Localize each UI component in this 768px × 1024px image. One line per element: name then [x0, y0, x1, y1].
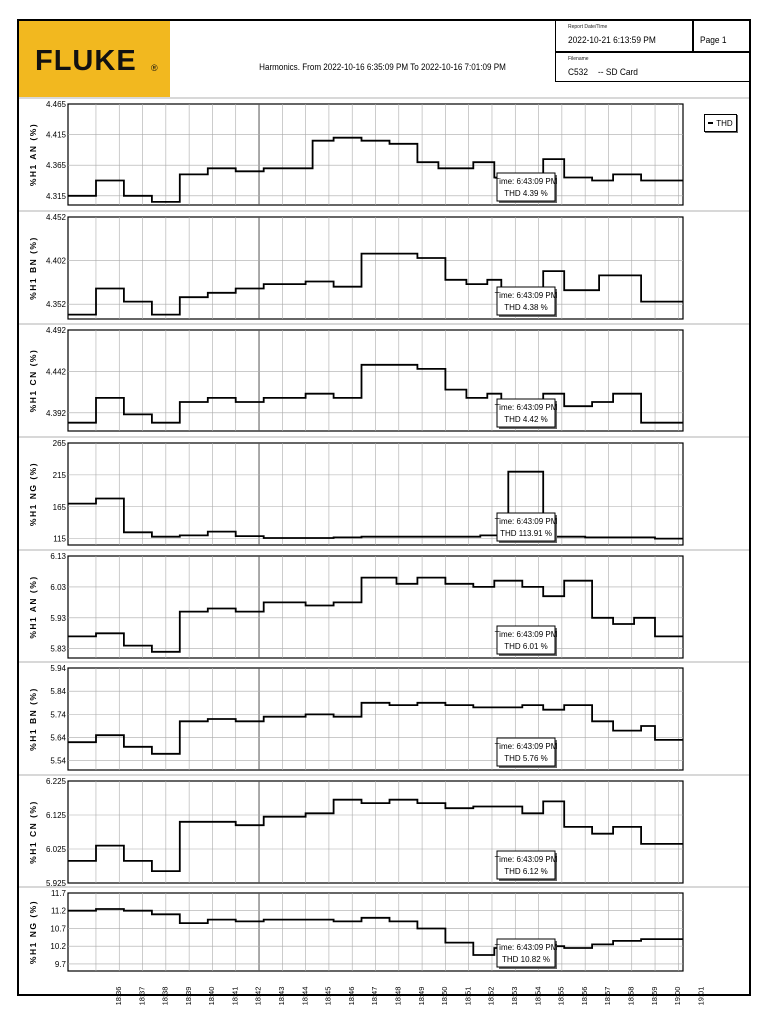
x-tick-label: 18:47: [370, 986, 380, 1006]
y-tick-label: 5.54: [50, 756, 66, 766]
x-tick-label: 18:56: [579, 986, 589, 1006]
y-tick-label: 9.7: [54, 959, 66, 969]
y-axis-label: %H1 AN (%): [28, 575, 38, 639]
y-tick-label: 5.925: [45, 879, 66, 888]
y-tick-label: 5.64: [50, 733, 66, 743]
y-tick-label: 165: [52, 502, 66, 512]
cursor-value: THD 113.91 %: [500, 529, 552, 538]
logo-text: FLUKE: [35, 45, 137, 77]
x-tick-label: 18:39: [183, 986, 193, 1006]
x-tick-label: 18:59: [649, 986, 659, 1006]
registered-mark: ®: [151, 63, 158, 73]
y-tick-label: 6.13: [50, 552, 66, 561]
y-axis-label: %H1 NG (%): [28, 899, 38, 965]
cursor-time: Time: 6:43:09 PM: [494, 517, 558, 526]
cursor-value: THD 6.12 %: [504, 867, 548, 876]
y-tick-label: 6.025: [45, 845, 66, 854]
filename-label: Filename: [568, 56, 589, 62]
y-tick-label: 4.452: [45, 213, 66, 222]
y-tick-label: 4.352: [45, 300, 66, 310]
x-tick-label: 18:50: [440, 986, 450, 1006]
y-tick-label: 5.94: [50, 664, 66, 673]
y-tick-label: 4.392: [45, 408, 66, 418]
cursor-time: Time: 6:43:09 PM: [494, 855, 558, 864]
x-tick-label: 18:55: [556, 986, 566, 1006]
x-tick-label: 18:51: [463, 986, 473, 1006]
x-tick-label: 18:42: [253, 986, 263, 1006]
y-axis-label: %H1 BN (%): [28, 687, 38, 751]
report-title: Harmonics. From 2022-10-16 6:35:09 PM To 2022-10-16 7:01:09 PM: [259, 62, 506, 73]
y-tick-label: 10.2: [50, 942, 66, 952]
y-axis-label: %H1 AN (%): [28, 122, 38, 187]
y-axis-label: %H1 CN (%): [28, 348, 38, 413]
y-tick-label: 4.465: [45, 100, 66, 109]
cursor-value: THD 10.82 %: [501, 955, 551, 964]
y-tick-label: 11.7: [51, 889, 66, 898]
x-tick-label: 18:46: [346, 986, 356, 1006]
legend-label: THD: [716, 118, 733, 128]
y-tick-label: 4.415: [45, 130, 66, 140]
source: -- SD Card: [598, 67, 638, 78]
report-datetime: 2022-10-21 6:13:59 PM: [568, 35, 656, 46]
y-tick-label: 215: [52, 470, 66, 480]
x-tick-label: 19:00: [673, 986, 683, 1006]
x-tick-label: 18:54: [533, 986, 543, 1006]
cursor-time: Time: 6:43:09 PM: [494, 177, 558, 186]
x-tick-label: 18:37: [137, 986, 147, 1006]
cursor-time: Time: 6:43:09 PM: [494, 742, 558, 751]
x-tick-label: 18:49: [416, 986, 426, 1006]
x-tick-label: 18:38: [160, 986, 170, 1006]
cursor-value: THD 6.01 %: [504, 642, 548, 651]
y-tick-label: 11.2: [51, 906, 66, 916]
cursor-value: THD 4.39 %: [504, 189, 548, 198]
cursor-time: Time: 6:43:09 PM: [494, 630, 558, 639]
page-number: Page 1: [700, 35, 727, 46]
cursor-value: THD 5.76 %: [504, 754, 548, 763]
x-tick-label: 18:36: [113, 986, 123, 1006]
y-tick-label: 4.402: [45, 256, 66, 266]
x-tick-label: 19:01: [696, 986, 706, 1006]
x-tick-label: 18:57: [603, 986, 613, 1006]
x-tick-label: 18:53: [509, 986, 519, 1006]
y-axis-label: %H1 BN (%): [28, 236, 38, 300]
y-tick-label: 4.315: [45, 191, 66, 201]
y-tick-label: 6.03: [50, 582, 66, 592]
y-tick-label: 4.365: [45, 161, 66, 171]
x-tick-label: 18:43: [277, 986, 287, 1006]
cursor-value: THD 4.38 %: [504, 303, 548, 312]
x-tick-label: 18:44: [300, 986, 310, 1006]
y-tick-label: 115: [53, 534, 66, 544]
filename: C532: [568, 67, 588, 78]
x-tick-label: 18:58: [626, 986, 636, 1006]
report-datetime-label: Report Date/Time: [568, 24, 608, 30]
y-axis-label: %H1 CN (%): [28, 800, 38, 864]
x-tick-label: 18:52: [486, 986, 496, 1006]
y-tick-label: 265: [52, 439, 66, 448]
y-tick-label: 4.442: [45, 367, 66, 377]
y-axis-label: %H1 NG (%): [28, 461, 38, 527]
x-tick-label: 18:48: [393, 986, 403, 1006]
y-tick-label: 5.93: [50, 613, 66, 623]
y-tick-label: 10.7: [50, 924, 66, 934]
y-tick-label: 6.125: [45, 811, 66, 820]
cursor-time: Time: 6:43:09 PM: [494, 403, 558, 412]
y-tick-label: 5.83: [50, 644, 66, 654]
x-tick-label: 18:41: [230, 986, 240, 1006]
x-tick-label: 18:40: [207, 986, 217, 1006]
y-tick-label: 6.225: [45, 777, 66, 786]
y-tick-label: 5.74: [50, 710, 66, 720]
y-tick-label: 5.84: [50, 687, 66, 697]
y-tick-label: 4.492: [45, 326, 66, 335]
x-tick-label: 18:45: [323, 986, 333, 1006]
cursor-time: Time: 6:43:09 PM: [494, 943, 558, 952]
cursor-value: THD 4.42 %: [504, 415, 548, 424]
cursor-time: Time: 6:43:09 PM: [494, 291, 558, 300]
